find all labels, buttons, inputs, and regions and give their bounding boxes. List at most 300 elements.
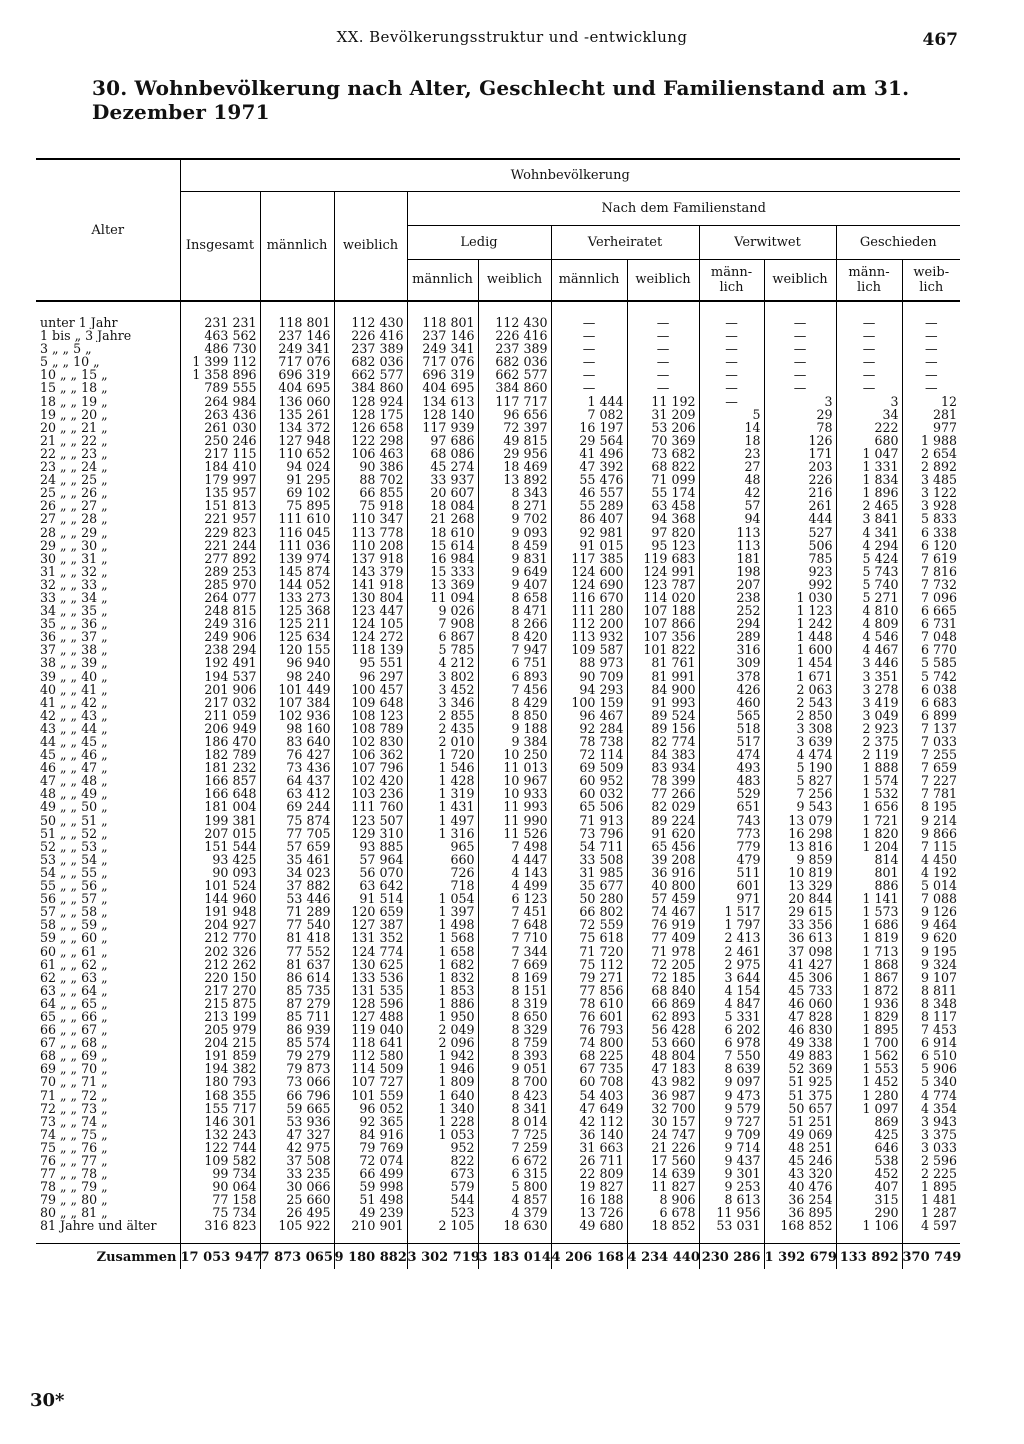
value-cell: 125 634 [260, 630, 334, 643]
value-cell: 31 985 [551, 866, 627, 879]
header-ledig-maennlich: männlich [407, 259, 478, 301]
value-cell: 7 908 [407, 617, 478, 630]
value-cell: 207 [699, 578, 764, 591]
table-row [36, 1193, 960, 1206]
value-cell: 51 251 [764, 1115, 836, 1128]
value-cell: 26 495 [260, 1206, 334, 1219]
age-group-label: 39 „ „ 40 „ [40, 669, 108, 683]
value-cell: 55 476 [551, 473, 627, 486]
value-cell: 1 658 [407, 945, 478, 958]
value-cell: 7 456 [478, 683, 551, 696]
value-cell: 517 [699, 735, 764, 748]
value-cell: 544 [407, 1193, 478, 1206]
value-cell: 119 040 [334, 1023, 407, 1036]
value-cell: 4 499 [478, 879, 551, 892]
table-row [36, 722, 960, 735]
value-cell: 680 [836, 434, 902, 447]
table-row [36, 971, 960, 984]
age-group-label: 34 „ „ 35 „ [40, 604, 108, 618]
value-cell: 73 066 [260, 1075, 334, 1088]
value-cell: 122 298 [334, 434, 407, 447]
value-cell: 96 656 [478, 408, 551, 421]
age-group-label: 29 „ „ 30 „ [40, 538, 108, 552]
table-row [36, 761, 960, 774]
value-cell: 3 452 [407, 683, 478, 696]
value-cell: — [627, 368, 699, 381]
value-cell: 204 215 [180, 1036, 260, 1049]
header-geschieden: Geschieden [836, 225, 960, 259]
age-group-label: 74 „ „ 75 „ [40, 1127, 108, 1141]
age-group-label: 22 „ „ 23 „ [40, 446, 108, 461]
value-cell: 59 998 [334, 1180, 407, 1193]
value-cell: 7 648 [478, 918, 551, 931]
age-group-label: 48 „ „ 49 „ [40, 787, 108, 801]
value-cell: 46 557 [551, 486, 627, 499]
value-cell: 7 732 [902, 578, 960, 591]
value-cell: 134 372 [260, 421, 334, 434]
value-cell: 116 045 [260, 526, 334, 539]
value-cell: 151 813 [180, 499, 260, 512]
value-cell: 7 255 [902, 748, 960, 761]
value-cell: 13 079 [764, 814, 836, 827]
value-cell: 523 [407, 1206, 478, 1219]
value-cell: 127 488 [334, 1010, 407, 1023]
value-cell: 217 270 [180, 984, 260, 997]
age-group-label: 3 „ „ 5 „ [40, 342, 92, 356]
value-cell: — [764, 381, 836, 394]
value-cell: 8 700 [478, 1075, 551, 1088]
value-cell: 36 987 [627, 1089, 699, 1102]
value-cell: 2 225 [902, 1167, 960, 1180]
value-cell: 1 936 [836, 997, 902, 1010]
age-group-label: 78 „ „ 79 „ [40, 1180, 108, 1194]
value-cell: 682 036 [334, 355, 407, 368]
value-cell: 23 [699, 447, 764, 460]
value-cell: 289 253 [180, 565, 260, 578]
value-cell: 6 978 [699, 1036, 764, 1049]
value-cell: 68 840 [627, 984, 699, 997]
value-cell: 76 793 [551, 1023, 627, 1036]
value-cell: 1 204 [836, 840, 902, 853]
value-cell: 1 331 [836, 460, 902, 473]
value-cell: 1 713 [836, 945, 902, 958]
value-cell: 9 437 [699, 1154, 764, 1167]
value-cell: 34 [836, 408, 902, 421]
age-group-label: 31 „ „ 32 „ [40, 564, 108, 578]
value-cell: 60 708 [551, 1075, 627, 1088]
value-cell: 261 030 [180, 421, 260, 434]
value-cell: 1 942 [407, 1049, 478, 1062]
value-cell: 90 064 [180, 1180, 260, 1193]
value-cell: 263 436 [180, 408, 260, 421]
value-cell: 29 956 [478, 447, 551, 460]
age-group-label: 80 „ „ 81 „ [40, 1206, 108, 1220]
value-cell: 71 720 [551, 945, 627, 958]
value-cell: 98 160 [260, 722, 334, 735]
value-cell: 5 785 [407, 643, 478, 656]
value-cell: — [627, 381, 699, 394]
value-cell: 315 [836, 1193, 902, 1206]
value-cell: 4 847 [699, 997, 764, 1010]
value-cell: 222 [836, 421, 902, 434]
value-cell: 231 231 [180, 301, 260, 329]
value-cell: 128 175 [334, 408, 407, 421]
value-cell: 673 [407, 1167, 478, 1180]
value-cell: 11 013 [478, 761, 551, 774]
value-cell: 6 683 [902, 696, 960, 709]
value-cell: 444 [764, 512, 836, 525]
value-cell: 202 326 [180, 945, 260, 958]
value-cell: 3 841 [836, 512, 902, 525]
value-cell: 1 700 [836, 1036, 902, 1049]
value-cell: 407 [836, 1180, 902, 1193]
value-cell: 109 648 [334, 696, 407, 709]
value-cell: 107 356 [627, 630, 699, 643]
total-cell: 17 053 947 [180, 1243, 260, 1269]
value-cell: 166 648 [180, 787, 260, 800]
value-cell: 13 726 [551, 1206, 627, 1219]
total-cell: 133 892 [836, 1243, 902, 1269]
value-cell: 107 796 [334, 761, 407, 774]
value-cell: — [627, 342, 699, 355]
value-cell: 261 [764, 499, 836, 512]
table-row [36, 591, 960, 604]
value-cell: 1 397 [407, 905, 478, 918]
value-cell: 73 436 [260, 761, 334, 774]
value-cell: 1 600 [764, 643, 836, 656]
value-cell: 33 356 [764, 918, 836, 931]
total-cell: 3 183 014 [478, 1243, 551, 1269]
value-cell: 8 195 [902, 800, 960, 813]
age-group-label: 20 „ „ 21 „ [40, 420, 108, 434]
table-row [36, 853, 960, 866]
value-cell: 184 410 [180, 460, 260, 473]
table-row [36, 630, 960, 643]
value-cell: 13 329 [764, 879, 836, 892]
table-row [36, 958, 960, 971]
value-cell: 93 425 [180, 853, 260, 866]
table-row [36, 1010, 960, 1023]
value-cell: 1 316 [407, 827, 478, 840]
value-cell: 49 883 [764, 1049, 836, 1062]
value-cell: 45 246 [764, 1154, 836, 1167]
age-group-label: 81 Jahre und älter [40, 1219, 157, 1234]
value-cell: 7 256 [764, 787, 836, 800]
value-cell: 53 206 [627, 421, 699, 434]
value-cell: 5 906 [902, 1062, 960, 1075]
value-cell: 2 063 [764, 683, 836, 696]
value-cell: 47 828 [764, 1010, 836, 1023]
value-cell: 123 787 [627, 578, 699, 591]
value-cell: 6 338 [902, 526, 960, 539]
value-cell: 81 418 [260, 931, 334, 944]
value-cell: 1 340 [407, 1102, 478, 1115]
table-row [36, 408, 960, 421]
value-cell: 116 670 [551, 591, 627, 604]
value-cell: 117 717 [478, 395, 551, 408]
value-cell: 109 582 [180, 1154, 260, 1167]
value-cell: 249 316 [180, 617, 260, 630]
value-cell: 95 123 [627, 539, 699, 552]
value-cell: 112 580 [334, 1049, 407, 1062]
value-cell: 135 261 [260, 408, 334, 421]
value-cell: 50 657 [764, 1102, 836, 1115]
table-row [36, 447, 960, 460]
page-number: 467 [922, 30, 958, 50]
value-cell: 205 979 [180, 1023, 260, 1036]
value-cell: 51 925 [764, 1075, 836, 1088]
value-cell: 229 823 [180, 526, 260, 539]
value-cell: 660 [407, 853, 478, 866]
table-row [36, 301, 960, 329]
value-cell: 1 454 [764, 656, 836, 669]
table-row [36, 1023, 960, 1036]
value-cell: 2 465 [836, 499, 902, 512]
value-cell: 1 428 [407, 774, 478, 787]
value-cell: 11 192 [627, 395, 699, 408]
value-cell: — [764, 342, 836, 355]
value-cell: 47 327 [260, 1128, 334, 1141]
age-group-label: 54 „ „ 55 „ [40, 865, 108, 880]
value-cell: 123 507 [334, 814, 407, 827]
age-group-label: 76 „ „ 77 „ [40, 1154, 108, 1168]
value-cell: 77 856 [551, 984, 627, 997]
value-cell: 1 888 [836, 761, 902, 774]
value-cell: 74 467 [627, 905, 699, 918]
total-cell: 1 392 679 [764, 1243, 836, 1269]
age-group-label: 77 „ „ 78 „ [40, 1167, 108, 1181]
table-row [36, 1062, 960, 1075]
value-cell: 22 809 [551, 1167, 627, 1180]
value-cell: 9 051 [478, 1062, 551, 1075]
value-cell: 96 297 [334, 670, 407, 683]
value-cell: 120 155 [260, 643, 334, 656]
value-cell: 37 508 [260, 1154, 334, 1167]
value-cell: 1 895 [836, 1023, 902, 1036]
value-cell: 207 015 [180, 827, 260, 840]
value-cell: 2 543 [764, 696, 836, 709]
value-cell: 5 800 [478, 1180, 551, 1193]
value-cell: 3 346 [407, 696, 478, 709]
value-cell: 4 774 [902, 1089, 960, 1102]
value-cell: 20 607 [407, 486, 478, 499]
value-cell: 11 993 [478, 800, 551, 813]
value-cell: 18 469 [478, 460, 551, 473]
value-cell: 179 997 [180, 473, 260, 486]
value-cell: 151 544 [180, 840, 260, 853]
table-row [36, 355, 960, 368]
value-cell: 101 449 [260, 683, 334, 696]
value-cell: 141 918 [334, 578, 407, 591]
value-cell: 99 734 [180, 1167, 260, 1180]
age-group-label: 44 „ „ 45 „ [40, 735, 108, 749]
value-cell: 1 868 [836, 958, 902, 971]
age-group-label: 41 „ „ 42 „ [40, 695, 108, 709]
value-cell: 886 [836, 879, 902, 892]
value-cell: 8 169 [478, 971, 551, 984]
value-cell: 977 [902, 421, 960, 434]
value-cell: 136 060 [260, 395, 334, 408]
value-cell: 113 778 [334, 526, 407, 539]
table-row [36, 473, 960, 486]
value-cell: 4 450 [902, 853, 960, 866]
value-cell: 9 579 [699, 1102, 764, 1115]
table-row [36, 499, 960, 512]
value-cell: — [551, 301, 627, 329]
value-cell: 168 355 [180, 1089, 260, 1102]
value-cell: 123 447 [334, 604, 407, 617]
value-cell: 460 [699, 696, 764, 709]
table-row [36, 814, 960, 827]
value-cell: 9 831 [478, 552, 551, 565]
value-cell: 77 409 [627, 931, 699, 944]
value-cell: 90 093 [180, 866, 260, 879]
value-cell: 3 802 [407, 670, 478, 683]
value-cell: 971 [699, 892, 764, 905]
value-cell: 277 892 [180, 552, 260, 565]
value-cell: 108 789 [334, 722, 407, 735]
value-cell: 248 815 [180, 604, 260, 617]
value-cell: 18 852 [627, 1219, 699, 1243]
value-cell: 101 822 [627, 643, 699, 656]
value-cell: 126 658 [334, 421, 407, 434]
table-row [36, 984, 960, 997]
value-cell: 182 789 [180, 748, 260, 761]
value-cell: 238 [699, 591, 764, 604]
value-cell: 565 [699, 709, 764, 722]
value-cell: 789 555 [180, 381, 260, 394]
header-maennlich: männlich [260, 191, 334, 301]
value-cell: 264 984 [180, 395, 260, 408]
value-cell: 69 244 [260, 800, 334, 813]
value-cell: 113 [699, 526, 764, 539]
value-cell: 237 146 [407, 329, 478, 342]
value-cell: 249 341 [407, 342, 478, 355]
value-cell: 250 246 [180, 434, 260, 447]
age-group-label: 23 „ „ 24 „ [40, 460, 108, 474]
value-cell: 74 800 [551, 1036, 627, 1049]
value-cell: — [764, 368, 836, 381]
value-cell: 7 259 [478, 1141, 551, 1154]
value-cell: 4 212 [407, 656, 478, 669]
value-cell: 1 832 [407, 971, 478, 984]
value-cell: 76 919 [627, 918, 699, 931]
value-cell: 65 506 [551, 800, 627, 813]
value-cell: 39 208 [627, 853, 699, 866]
age-group-label: 68 „ „ 69 „ [40, 1049, 108, 1063]
value-cell: 1 228 [407, 1115, 478, 1128]
table-row [36, 526, 960, 539]
value-cell: 91 993 [627, 696, 699, 709]
age-group-label: 58 „ „ 59 „ [40, 918, 108, 932]
table-row [36, 945, 960, 958]
age-group-label: 28 „ „ 29 „ [40, 525, 108, 539]
value-cell: 79 279 [260, 1049, 334, 1062]
age-group-label: 15 „ „ 18 „ [40, 381, 108, 395]
value-cell: — [836, 381, 902, 394]
table-row [36, 709, 960, 722]
value-cell: 29 [764, 408, 836, 421]
value-cell: 6 770 [902, 643, 960, 656]
value-cell: 1 819 [836, 931, 902, 944]
value-cell: 3 351 [836, 670, 902, 683]
value-cell: 31 209 [627, 408, 699, 421]
value-cell: 773 [699, 827, 764, 840]
value-cell: 2 049 [407, 1023, 478, 1036]
value-cell: 56 428 [627, 1023, 699, 1036]
value-cell: 378 [699, 670, 764, 683]
value-cell: 35 677 [551, 879, 627, 892]
value-cell: 7 947 [478, 643, 551, 656]
table-row [36, 565, 960, 578]
value-cell: 6 731 [902, 617, 960, 630]
value-cell: 6 510 [902, 1049, 960, 1062]
value-cell: 238 294 [180, 643, 260, 656]
table-row [36, 827, 960, 840]
value-cell: 2 105 [407, 1219, 478, 1243]
value-cell: 124 105 [334, 617, 407, 630]
value-cell: 8 429 [478, 696, 551, 709]
value-cell: 1 448 [764, 630, 836, 643]
value-cell: 137 918 [334, 552, 407, 565]
table-row [36, 735, 960, 748]
value-cell: 4 192 [902, 866, 960, 879]
value-cell: 52 369 [764, 1062, 836, 1075]
value-cell: — [551, 381, 627, 394]
value-cell: 8 271 [478, 499, 551, 512]
value-cell: 46 060 [764, 997, 836, 1010]
value-cell: 726 [407, 866, 478, 879]
value-cell: 1 682 [407, 958, 478, 971]
value-cell: 124 272 [334, 630, 407, 643]
value-cell: 18 [699, 434, 764, 447]
value-cell: 511 [699, 866, 764, 879]
value-cell: 2 850 [764, 709, 836, 722]
value-cell: 5 331 [699, 1010, 764, 1023]
table-row [36, 670, 960, 683]
value-cell: 4 341 [836, 526, 902, 539]
value-cell: 41 427 [764, 958, 836, 971]
value-cell: 216 [764, 486, 836, 499]
value-cell: 316 823 [180, 1219, 260, 1243]
value-cell: 36 895 [764, 1206, 836, 1219]
value-cell: 7 453 [902, 1023, 960, 1036]
value-cell: 18 630 [478, 1219, 551, 1243]
value-cell: 55 289 [551, 499, 627, 512]
value-cell: 119 683 [627, 552, 699, 565]
age-group-label: 18 „ „ 19 „ [40, 394, 108, 408]
value-cell: 221 957 [180, 512, 260, 525]
value-cell: 25 660 [260, 1193, 334, 1206]
value-cell: 114 509 [334, 1062, 407, 1075]
value-cell: 124 991 [627, 565, 699, 578]
value-cell: 923 [764, 565, 836, 578]
value-cell: 237 146 [260, 329, 334, 342]
value-cell: 7 725 [478, 1128, 551, 1141]
table-row [36, 329, 960, 342]
age-group-label: 65 „ „ 66 „ [40, 1009, 108, 1024]
value-cell: 4 143 [478, 866, 551, 879]
table-row [36, 1167, 960, 1180]
table-row [36, 1206, 960, 1219]
value-cell: 72 185 [627, 971, 699, 984]
value-cell: — [627, 301, 699, 329]
value-cell: 26 711 [551, 1154, 627, 1167]
value-cell: — [836, 355, 902, 368]
age-group-label: 70 „ „ 71 „ [40, 1075, 108, 1089]
table-row [36, 395, 960, 408]
value-cell: 118 801 [260, 301, 334, 329]
